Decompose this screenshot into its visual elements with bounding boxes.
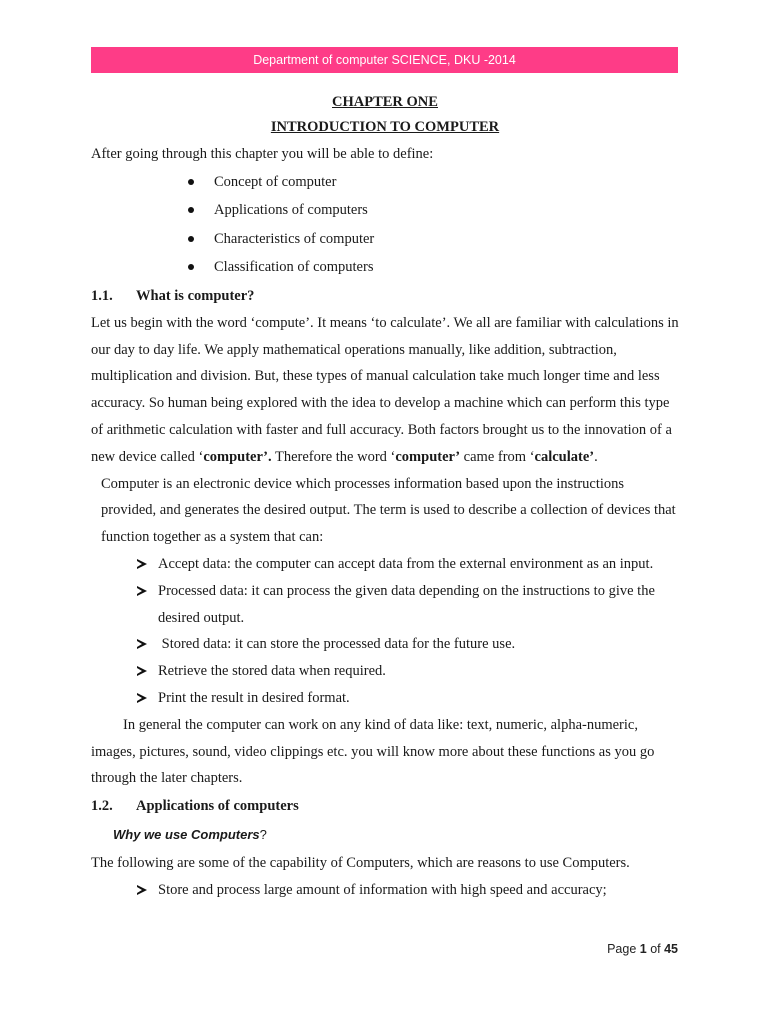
paragraph-capability: The following are some of the capability of Computers, which are reasons to use Computers. <box>91 855 630 872</box>
list-item: Characteristics of computer <box>188 225 679 254</box>
arrow-bullet-icon <box>137 586 147 596</box>
list-item: Retrieve the stored data when required. <box>137 658 679 685</box>
page-number-footer: Page 1 of 45 <box>607 942 678 956</box>
paragraph-general: In general the computer can work on any kind of data like: text, numeric, alpha-numeric, images, pictures, sound, video clippings etc. you will know more about these functions as you go through the later chapters. <box>91 716 655 787</box>
list-item: Classification of computers <box>188 253 679 282</box>
section-number: 1.1. <box>91 287 113 304</box>
list-item: Processed data: it can process the given data depending on the instructions to give the desired output. <box>137 578 679 632</box>
functions-list <box>91 551 679 712</box>
list-item: Store and process large amount of information with high speed and accuracy; <box>137 877 679 904</box>
arrow-bullet-icon <box>137 666 147 676</box>
arrow-bullet-icon <box>137 639 147 649</box>
section-title: What is computer? <box>136 287 255 304</box>
section-number: 1.2. <box>91 798 113 815</box>
list-item: Concept of computer <box>188 168 679 197</box>
subheading-why-computers: Why we use Computers? <box>113 827 267 843</box>
section-title: Applications of computers <box>136 798 299 815</box>
running-header <box>91 47 678 73</box>
paragraph-compute: Let us begin with the word ‘compute’. It means ‘to calculate’. We all are familiar with calculations in our day to day life. We apply mathematical operations manually, like addition, subtraction, multiplication and division. But, these types of manual calculation take much longer time and less accuracy. So human being explored with the idea to develop a machine which can perform this type of arithmetic calculation with faster and full accuracy. Both factors brought us to the innovation of a new device called ‘computer’. Therefore the word ‘computer’ came from ‘calculate’. <box>91 314 679 465</box>
arrow-bullet-icon <box>137 559 147 569</box>
section-heading-1-1 <box>91 282 679 310</box>
document-page <box>91 90 679 904</box>
list-item: Print the result in desired format. <box>137 685 679 712</box>
list-item: Stored data: it can store the processed data for the future use. <box>137 631 679 658</box>
header-text: Department of computer SCIENCE, DKU -2014 <box>253 53 516 67</box>
paragraph-definition: Computer is an electronic device which processes information based upon the instructions provided, and generates the desired output. The term is used to describe a collection of devices that function together as a system that can: <box>101 475 676 546</box>
section-heading-1-2 <box>91 792 679 820</box>
arrow-bullet-icon <box>137 693 147 703</box>
chapter-label: CHAPTER ONE <box>332 94 438 110</box>
list-item: Accept data: the computer can accept data from the external environment as an input. <box>137 551 679 578</box>
intro-text: After going through this chapter you will be able to define: <box>91 146 434 162</box>
list-item: Applications of computers <box>188 196 679 225</box>
reasons-list <box>91 877 679 904</box>
objectives-list <box>91 168 679 282</box>
arrow-bullet-icon <box>137 885 147 895</box>
chapter-title: INTRODUCTION TO COMPUTER <box>270 119 500 135</box>
